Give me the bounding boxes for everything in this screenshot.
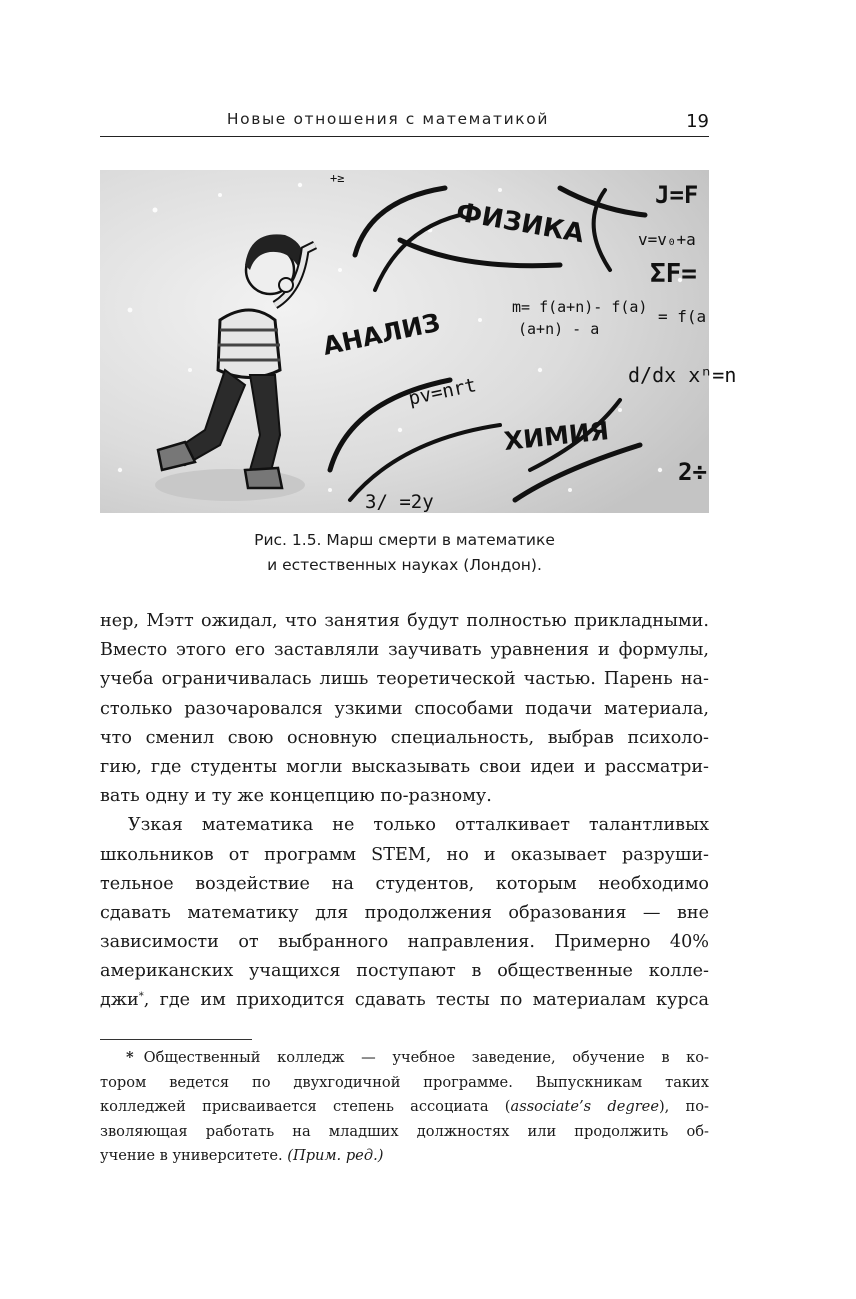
body-line: учеба ограничивалась лишь теоретической частью. Парень на- bbox=[100, 669, 709, 690]
body-line: Узкая математика не только отталкивает талантливых bbox=[128, 815, 709, 836]
footnote-line bbox=[100, 1144, 709, 1169]
footnote-line: тором ведется по двухгодичной программе. Выпускникам таких bbox=[100, 1073, 709, 1091]
footnote-reference[interactable]: * bbox=[138, 991, 144, 1003]
formula-dx: d/dx xⁿ=n bbox=[628, 363, 737, 387]
label-chemistry: ХИМИЯ bbox=[502, 416, 611, 456]
running-header bbox=[100, 100, 709, 137]
body-line: нер, Мэтт ожидал, что занятия будут полностью прикладными. bbox=[100, 611, 709, 631]
formula-gas: pv=nrt bbox=[406, 374, 479, 410]
footnote-text-segment: учение в университете. bbox=[100, 1147, 288, 1165]
footnote-text-segment: колледжей присваивается степень ассоциата ( bbox=[100, 1098, 511, 1116]
body-line: столько разочаровался узкими способами подачи материала, bbox=[100, 698, 709, 719]
caption-line-2: и естественных науках (Лондон). bbox=[267, 556, 542, 574]
footnote-text-segment: ), по- bbox=[658, 1098, 709, 1116]
label-analysis: АНАЛИЗ bbox=[320, 307, 443, 361]
formula-derivative-1: m= f(a+n)- f(a) bbox=[512, 298, 648, 316]
body-line: Вместо этого его заставляли заучивать уравнения и формулы, bbox=[100, 640, 709, 661]
footnote-line bbox=[100, 1046, 709, 1071]
formula-sum: ΣF= bbox=[650, 259, 697, 289]
body-text-segment: джи bbox=[100, 990, 139, 1011]
footnote-divider bbox=[100, 1039, 252, 1040]
formula-j: J=F bbox=[655, 181, 699, 209]
label-physics: ФИЗИКА bbox=[453, 197, 587, 250]
caption-line-1: Рис. 1.5. Марш смерти в математике bbox=[254, 531, 555, 549]
body-line-with-footnote-ref bbox=[100, 986, 709, 1015]
body-text-segment: , где им приходится сдавать тесты по материалам курса bbox=[143, 990, 709, 1011]
body-line: американских учащихся поступают в общественные колле- bbox=[100, 961, 709, 982]
body-line: школьников от программ STEM, но и оказывает разруши- bbox=[100, 844, 709, 865]
figure-svg bbox=[100, 170, 737, 513]
figure-illustration bbox=[100, 170, 737, 513]
body-line: гию, где студенты могли высказывать свои идеи и рассматри- bbox=[100, 756, 709, 777]
formula-y: 3/ =2y bbox=[365, 491, 434, 513]
footnote-line: зволяющая работать на младших должностях или продолжить об- bbox=[100, 1122, 709, 1140]
footnote-text-segment: Общественный колледж — учебное заведение, обучение в ко- bbox=[143, 1049, 709, 1066]
body-text bbox=[100, 607, 709, 1016]
body-line: вать одну и ту же концепцию по-разному. bbox=[100, 786, 492, 807]
formula-two: 2÷ bbox=[678, 458, 707, 486]
figure-caption bbox=[100, 528, 709, 578]
formula-derivative-2: (a+n) - a bbox=[518, 320, 600, 338]
body-line: сдавать математику для продолжения образования — вне bbox=[100, 902, 709, 923]
editor-note: (Прим. ред.) bbox=[287, 1147, 384, 1165]
body-line: что сменил свою основную специальность, выбрав психоло- bbox=[100, 727, 709, 748]
page-number: 19 bbox=[686, 111, 709, 132]
formula-v: v=v₀+a bbox=[638, 230, 696, 249]
body-line: тельное воздействие на студентов, которым необходимо bbox=[100, 873, 709, 894]
footnote-term: associate’s degree bbox=[510, 1098, 659, 1116]
body-line: зависимости от выбранного направления. Примерно 40% bbox=[100, 932, 709, 953]
footnote bbox=[100, 1046, 709, 1169]
formula-f: = f(a bbox=[658, 307, 707, 326]
footnote-mark: * bbox=[126, 1049, 134, 1066]
footnote-line bbox=[100, 1095, 709, 1120]
formula-plus: +≥ bbox=[330, 171, 345, 185]
header-title: Новые отношения с математикой bbox=[226, 110, 549, 128]
